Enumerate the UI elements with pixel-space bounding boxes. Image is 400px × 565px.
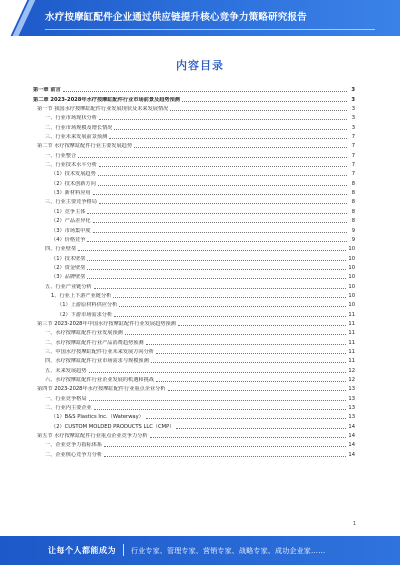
toc-leader-dots [151,361,347,363]
toc-entry[interactable] [33,430,355,439]
page-number: 1 [352,521,356,527]
toc-entry-label: 一、行业市场现状分析 [45,115,97,122]
toc-entry-label: 二、企业核心竞争力分析 [45,451,103,458]
toc-entry-page: 8 [351,218,355,225]
toc-entry[interactable] [33,224,355,233]
toc-leader-dots [134,146,347,148]
toc-entry[interactable] [33,234,355,243]
toc-leader-dots [89,371,347,373]
toc-leader-dots [87,268,346,270]
toc-leader-dots [99,202,347,204]
toc-leader-dots [93,193,347,195]
report-title: 水疗按摩缸配件企业通过供应链提升核心竞争力策略研究报告 [45,12,307,23]
toc-entry[interactable] [33,196,355,205]
toc-entry-label: （2）技术创新方向 [51,180,96,187]
toc-leader-dots [168,389,347,391]
toc-leader-dots [113,296,346,298]
toc-entry-page: 10 [348,292,355,299]
toc-leader-dots [109,137,347,139]
toc-entry[interactable] [33,252,355,261]
report-footer [0,536,400,565]
toc-leader-dots [99,165,347,167]
toc-entry[interactable] [33,177,355,186]
toc-entry-page: 10 [348,255,355,262]
toc-entry-page: 11 [348,320,355,327]
toc-leader-dots [87,277,346,279]
toc-entry[interactable] [33,84,355,93]
toc-entry[interactable] [33,402,355,411]
toc-entry-page: 11 [348,330,355,337]
toc-leader-dots [119,305,346,307]
toc-entry-page: 10 [348,302,355,309]
toc-entry-page: 3 [351,87,355,94]
toc-entry[interactable] [33,318,355,327]
toc-entry-page: 10 [348,283,355,290]
toc-entry-label: （1）上游原材料供应分析 [57,302,118,309]
toc-entry[interactable] [33,346,355,355]
toc-leader-dots [78,156,347,158]
toc-entry[interactable] [33,308,355,317]
toc-entry[interactable] [33,112,355,121]
toc-entry[interactable] [33,290,355,299]
toc-entry-page: 14 [348,442,355,449]
toc-entry[interactable] [33,299,355,308]
toc-entry-label: （1）B&S Plastics Inc.（Waterway） [51,414,144,421]
toc-entry-page: 3 [351,115,355,122]
toc-leader-dots [178,324,347,326]
toc-leader-dots [104,445,346,447]
toc-entry-label: 五、行业产业链分析 [45,283,92,290]
toc-entry-label: （2）产品差异化 [51,218,91,225]
toc-entry-page: 8 [351,208,355,215]
toc-leader-dots [87,259,346,261]
toc-entry[interactable] [33,140,355,149]
toc-leader-dots [156,352,346,354]
toc-entry-label: 第四节 2023-2028年水疗按摩缸配件行业重点企业分析 [37,386,166,393]
toc-entry-label: （2）CUSTOM MOLDED PRODUCTS LLC（CMP） [51,423,175,430]
toc-entry-label: （1）竞争主体 [51,208,86,215]
toc-leader-dots [98,184,347,186]
toc-entry-page: 11 [348,348,355,355]
toc-entry[interactable] [33,448,355,457]
footer-slogan: 让每个人都能成为 [48,546,116,555]
footer-divider [123,544,124,556]
toc-leader-dots [114,315,346,317]
toc-entry-label: （3）品牌壁垒 [51,274,86,281]
toc-leader-dots [146,417,347,419]
toc-entry[interactable] [33,336,355,345]
toc-leader-dots [63,90,347,92]
toc-entry[interactable] [33,355,355,364]
toc-entry-label: 第一章 前言 [33,87,61,94]
toc-entry[interactable] [33,262,355,271]
toc-entry-label: 第五节 水疗按摩缸配件行业重点企业竞争力分析 [37,433,148,440]
toc-entry[interactable] [33,187,355,196]
toc-entry-page: 7 [351,162,355,169]
toc-entry-page: 10 [348,264,355,271]
toc-entry-label: 一、行业竞争格局 [45,395,87,402]
toc-entry[interactable] [33,374,355,383]
toc-leader-dots [146,343,347,345]
toc-entry[interactable] [33,364,355,373]
toc-entry-label: （1）技术发展趋势 [51,171,96,178]
toc-entry-label: （4）价格竞争 [51,236,86,243]
toc-entry-label: 三、行业主要竞争格局 [45,199,97,206]
report-header [0,0,400,36]
toc-entry-page: 8 [351,190,355,197]
toc-entry-page: 11 [348,311,355,318]
toc-entry-page: 13 [348,405,355,412]
toc-entry[interactable] [33,93,355,102]
toc-entry-label: （2）资金壁垒 [51,264,86,271]
toc-entry-label: （3）市场集中度 [51,227,91,234]
toc-entry[interactable] [33,280,355,289]
toc-entry-page: 13 [348,395,355,402]
toc-leader-dots [125,333,347,335]
toc-entry-label: 五、未来发展趋势 [45,367,87,374]
toc-entry-page: 7 [351,171,355,178]
toc-entry-page: 14 [348,451,355,458]
toc-entry-label: 六、水疗按摩缸配件行业企业发展的机遇和挑战 [45,377,154,383]
toc-entry[interactable] [33,327,355,336]
toc-entry[interactable] [33,121,355,130]
toc-entry-label: 第三节 2023-2028年中国水疗按摩缸配件行业发展趋势预测 [37,320,176,327]
toc-entry[interactable] [33,149,355,158]
toc-entry-label: 二、水疗按摩缸配件行业产品消费趋势预测 [45,339,144,346]
toc-entry-label: 四、水疗按摩缸配件行业市场需求与规模预测 [45,358,149,365]
footer-tagline: 行业专家、管理专家、营销专家、战略专家、成功企业家…… [131,547,326,555]
toc-entry-page: 8 [351,180,355,187]
toc-entry-label: （2）下游市场需求分析 [57,311,113,318]
toc-leader-dots [99,118,347,120]
toc-entry-label: 二、行业技术水平分析 [45,162,97,169]
toc-entry-page: 10 [348,274,355,281]
toc-leader-dots [98,174,347,176]
toc-entry-page: 11 [348,358,355,365]
toc-entry-page: 3 [351,96,355,103]
toc-entry-page: 9 [351,227,355,234]
toc-entry-label: 四、行业壁垒 [45,246,77,253]
toc-entry-page: 12 [348,377,355,383]
toc-entry[interactable] [33,243,355,252]
toc-leader-dots [170,109,347,111]
toc-entry[interactable] [33,271,355,280]
toc-entry[interactable] [33,168,355,177]
toc-leader-dots [94,287,347,289]
toc-entry[interactable] [33,159,355,168]
toc-entry-page: 13 [348,414,355,421]
toc-entry-page: 7 [351,152,355,159]
toc-entry-label: 二、行业市场规模及增长情况 [45,124,113,131]
toc-entry-page: 3 [351,106,355,113]
toc-leader-dots [182,100,347,102]
toc-heading: 内容目录 [176,59,224,72]
toc-leader-dots [78,249,346,251]
toc-entry-page: 14 [348,433,355,440]
toc-leader-dots [93,231,347,233]
toc-leader-dots [87,240,347,242]
toc-leader-dots [104,455,346,457]
toc-entry-page: 7 [351,134,355,141]
toc-leader-dots [114,128,347,130]
toc-entry-label: （1）技术壁垒 [51,255,86,262]
toc-entry-label: 一、企业竞争力指标体系 [45,442,103,449]
toc-entry-page: 7 [351,143,355,150]
toc-leader-dots [93,221,347,223]
toc-entry-label: 1、行业上下游产业链分析 [51,292,112,299]
header-underline [45,29,375,30]
toc-leader-dots [156,380,346,382]
toc-entry[interactable] [33,131,355,140]
toc-entry[interactable] [33,103,355,112]
toc-entry-page: 9 [351,236,355,243]
toc-entry[interactable] [33,383,355,392]
toc-entry[interactable] [33,205,355,214]
toc-entry-label: 第二节 水疗按摩缸配件行业主要发展趋势 [37,143,133,150]
toc-entry-label: 第二章 2023-2028年水疗按摩缸配件行业市场前景及趋势预测 [33,96,180,103]
toc-entry[interactable] [33,215,355,224]
toc-leader-dots [150,436,347,438]
toc-entry-page: 10 [348,246,355,253]
toc-entry-label: 三、中国水疗按摩缸配件行业未来发展方向分析 [45,348,154,355]
toc-entry-page: 12 [348,367,355,374]
toc-entry[interactable] [33,439,355,448]
toc-leader-dots [94,408,347,410]
toc-leader-dots [87,212,347,214]
toc-entry-label: 三、行业未来发展前景预测 [45,134,108,141]
toc-entry-page: 13 [348,386,355,393]
toc-entry-page: 11 [348,339,355,346]
toc-entry[interactable] [33,420,355,429]
toc-entry[interactable] [33,392,355,401]
toc-entry-label: 二、行业内主要企业 [45,405,92,412]
toc-entry-label: （3）新材料应用 [51,190,91,197]
toc-entry-label: 第一节 我国水疗按摩缸配件行业发展现状及未来发展情况 [37,106,169,113]
toc-leader-dots [176,427,346,429]
toc-entry[interactable] [33,411,355,420]
toc-leader-dots [89,399,347,401]
toc-entry-label: 一、行业整合 [45,152,77,159]
table-of-contents [33,84,355,458]
toc-entry-label: 一、水疗按摩缸配件行业发展预测 [45,330,123,337]
toc-entry-page: 3 [351,124,355,131]
toc-entry-page: 14 [348,423,355,430]
toc-entry-page: 8 [351,199,355,206]
